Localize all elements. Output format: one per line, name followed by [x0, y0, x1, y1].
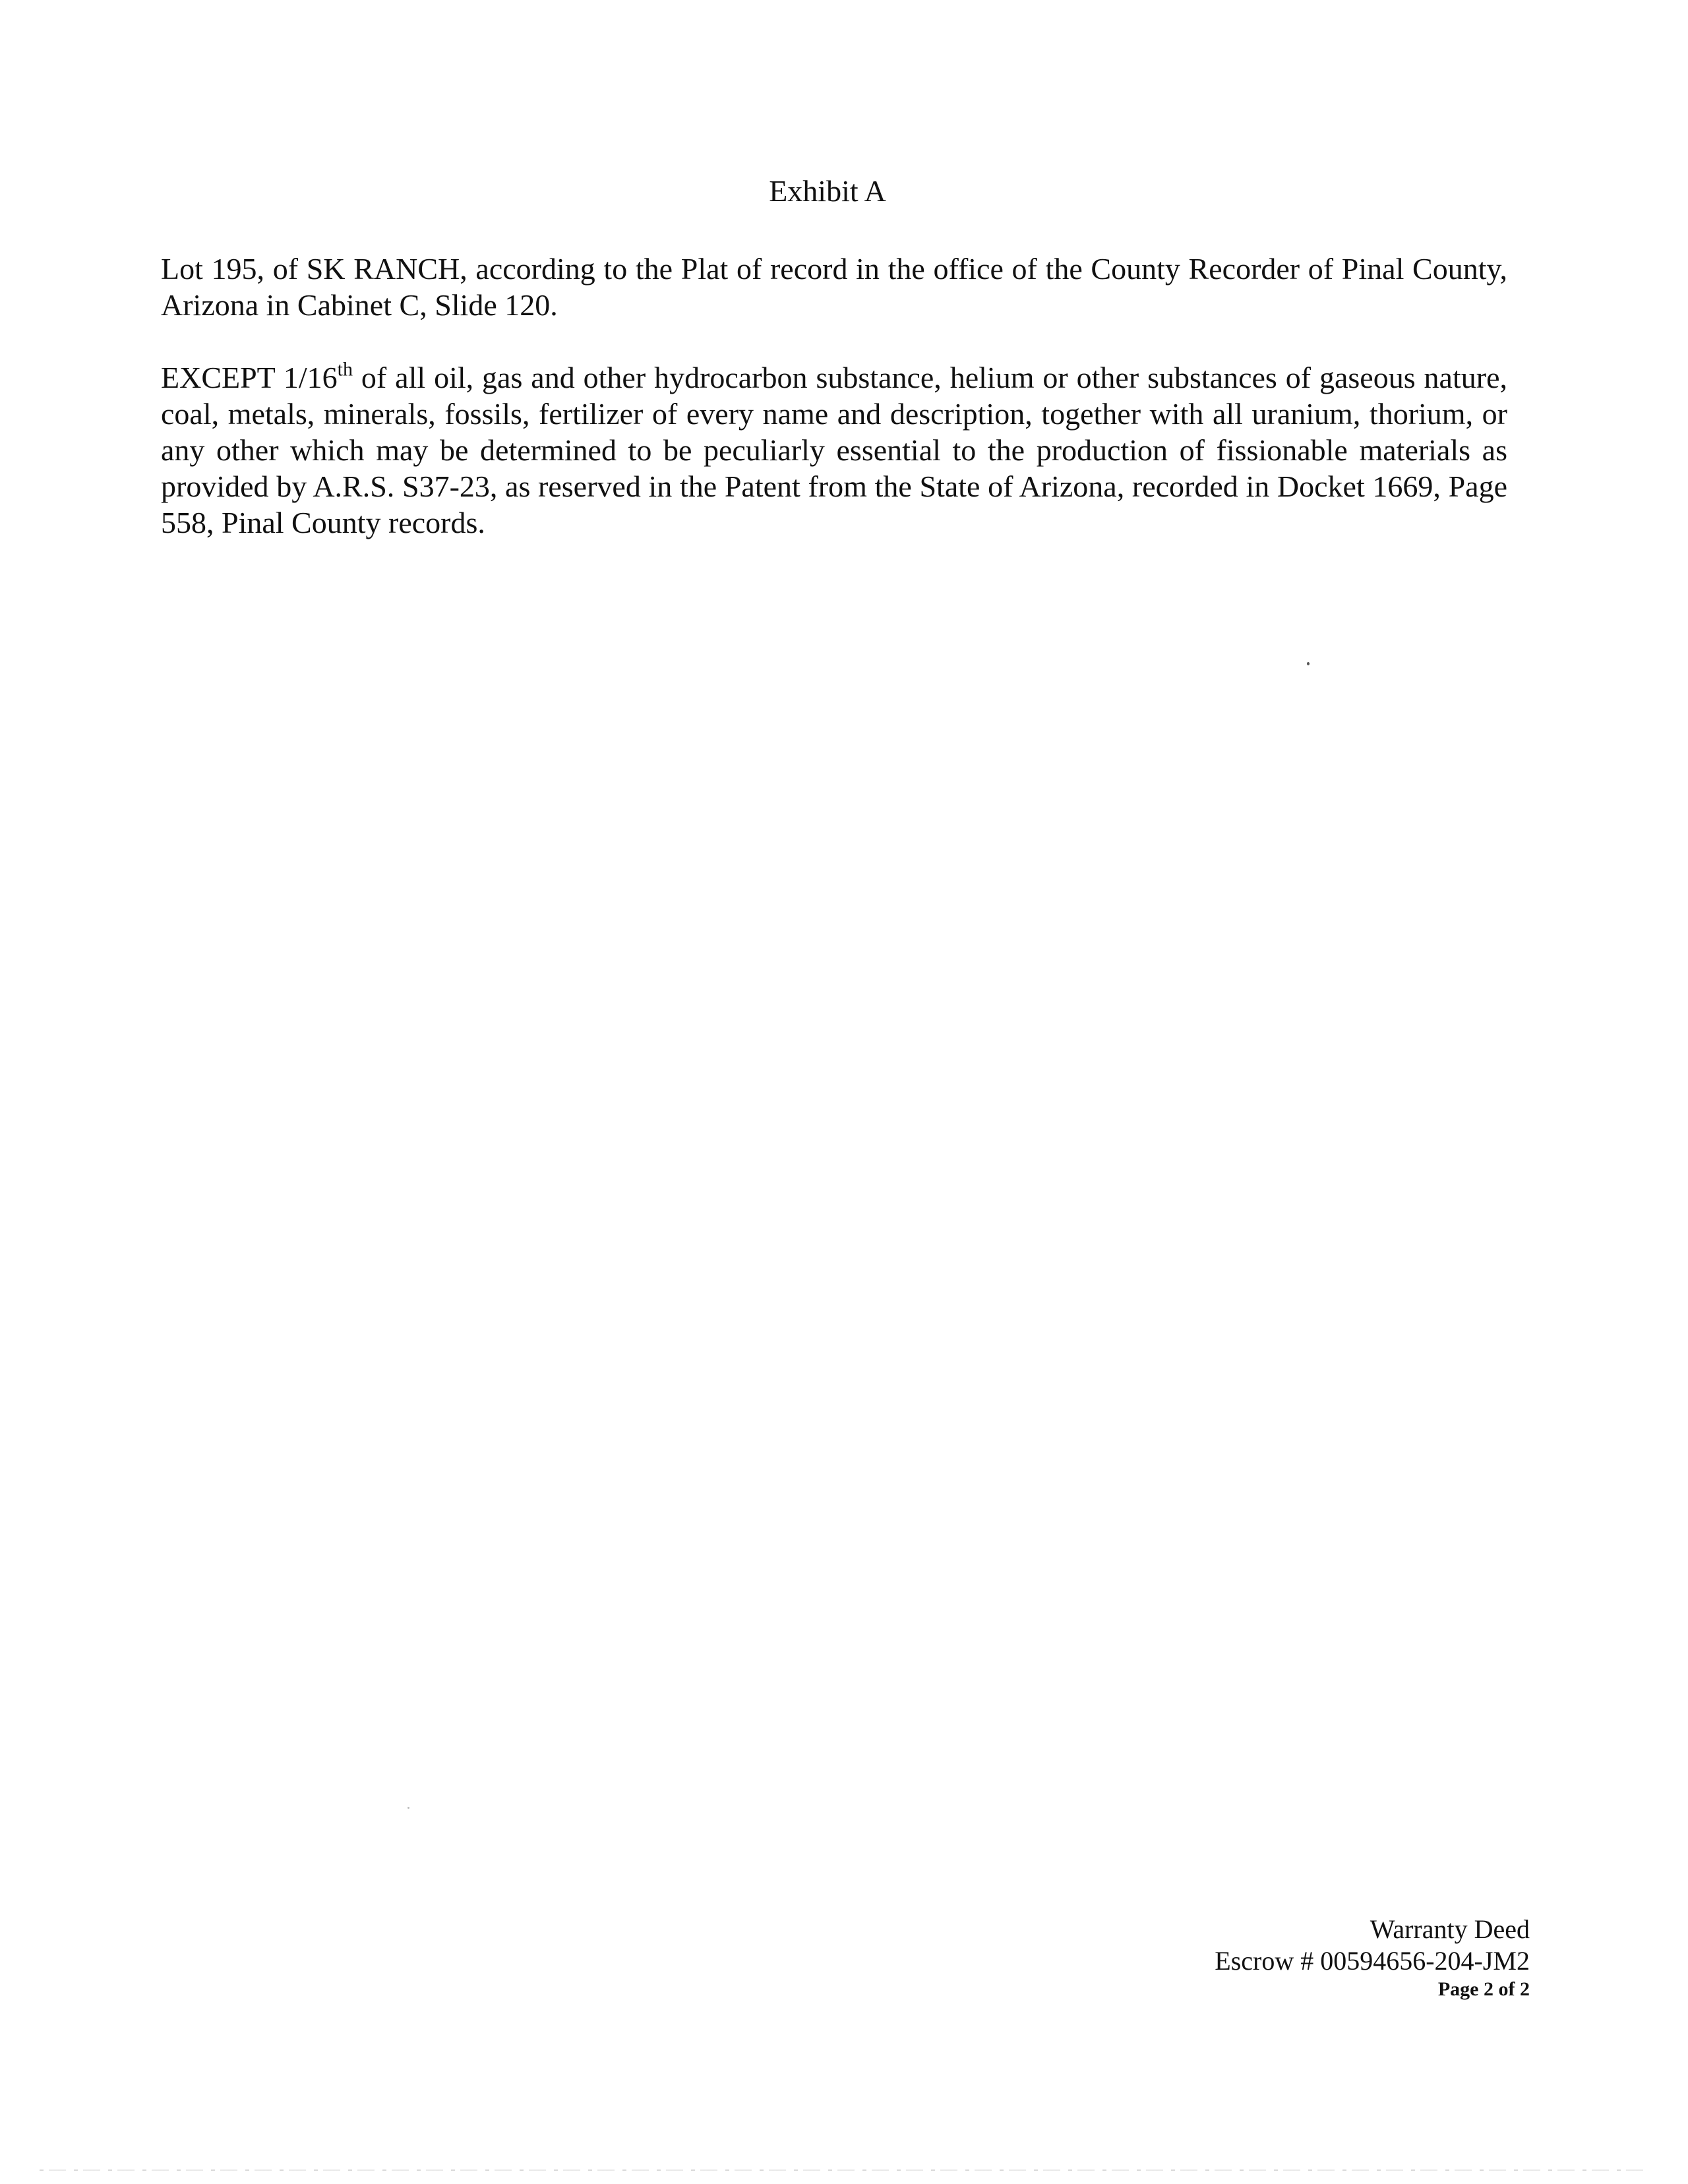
scan-edge-artifact: [40, 2169, 1648, 2171]
reservation-lead: EXCEPT 1/16: [161, 361, 338, 394]
footer-page-number: Page 2 of 2: [1437, 1978, 1530, 2000]
reservation-text: of all oil, gas and other hydrocarbon substance, helium or other substances of gaseous nature, coal, metals, minerals, fossils, fertilizer of every name and description, together with all uranium, thorium, or any other which may be determined to be peculiarly essential to the production of fissionable materials as provided by A.R.S. S37-23, as reserved in the Patent from the State of Arizona, recorded in Docket 1669, Page 558, Pinal County records.: [161, 361, 1507, 539]
scan-speck: [407, 1807, 409, 1809]
exhibit-title: Exhibit A: [769, 174, 886, 208]
document-footer: [1215, 1914, 1530, 2002]
footer-escrow-number: Escrow # 00594656-204-JM2: [1215, 1946, 1530, 1976]
footer-doc-type: Warranty Deed: [1370, 1914, 1530, 1944]
mineral-reservation-paragraph: [161, 359, 1507, 541]
scan-speck: [1307, 662, 1310, 665]
legal-description-paragraph: Lot 195, of SK RANCH, according to the Plat of record in the office of the County Recorder of Pinal County, Arizona in Cabinet C, Slide 120.: [161, 252, 1507, 322]
ordinal-superscript: th: [337, 358, 353, 380]
